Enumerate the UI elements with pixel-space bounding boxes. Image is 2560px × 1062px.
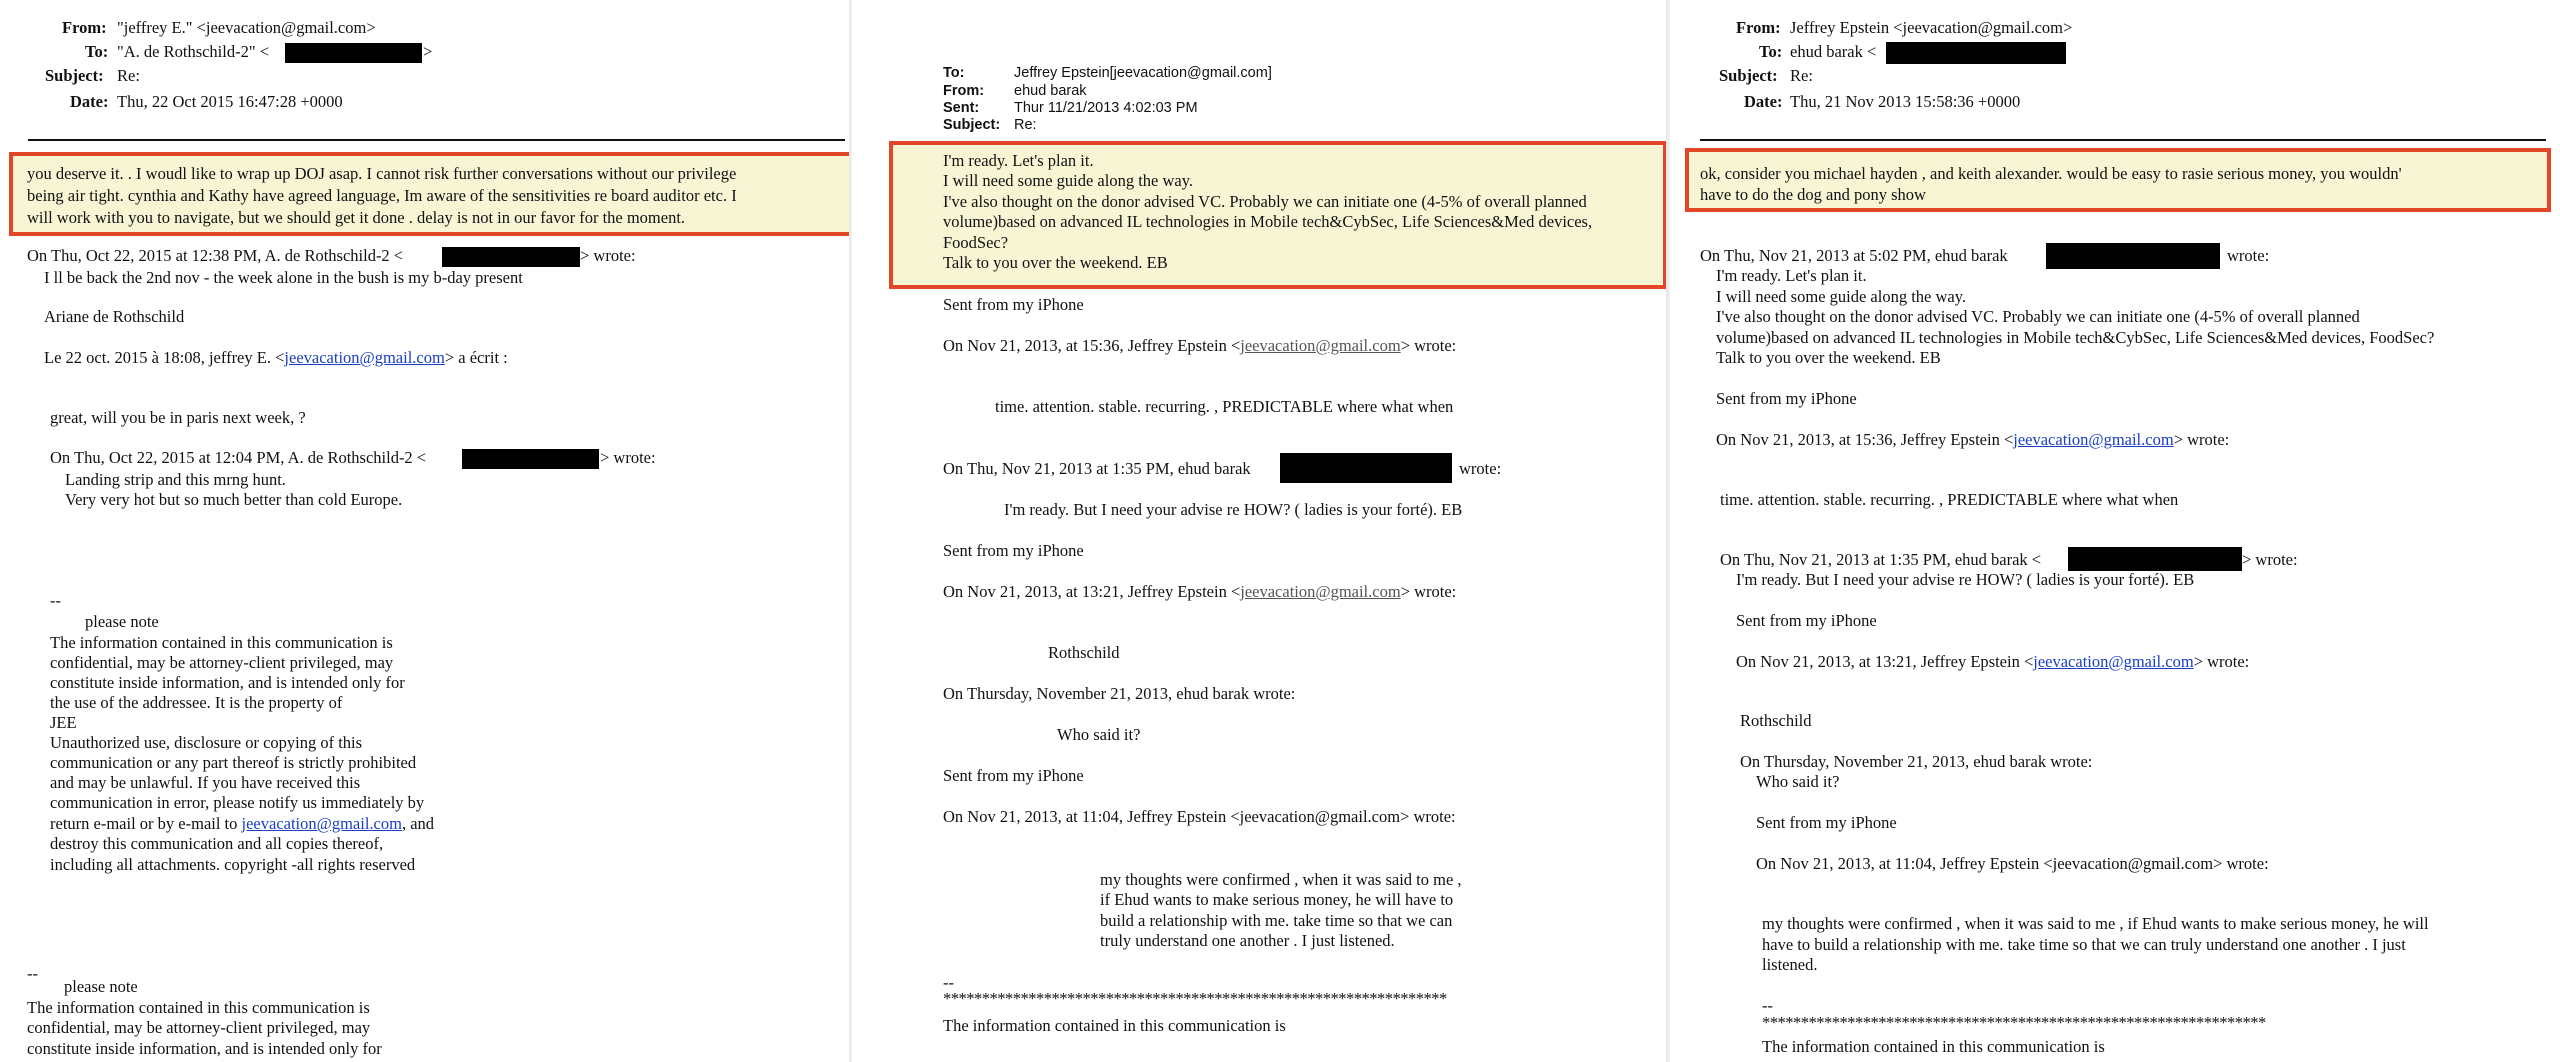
signoff: Ariane de Rothschild: [44, 307, 185, 326]
from-label: From:: [62, 18, 107, 37]
quote-body: Who said it?: [1756, 772, 1840, 791]
quote-header-suffix: > wrote:: [2242, 550, 2298, 569]
from-value: ehud barak: [1014, 83, 1087, 99]
redaction-block: [2068, 547, 2242, 571]
from-value: Jeffrey Epstein <jeevacation@gmail.com>: [1790, 18, 2073, 37]
quote-header: On Nov 21, 2013, at 13:21, Jeffrey Epstein <jeevacation@gmail.com> wrote:: [1736, 652, 2250, 671]
quote-body: time. attention. stable. recurring. , PREDICTABLE where what when: [1720, 490, 2179, 509]
quote-body: I will need some guide along the way.: [1716, 287, 1967, 306]
subject-label: Subject:: [45, 66, 104, 85]
highlight-line: being air tight. cynthia and Kathy have agreed language, Im aware of the sensitivities re board auditor etc. I: [27, 186, 737, 205]
from-value: "jeffrey E." <jeevacation@gmail.com>: [117, 18, 376, 37]
quote-header-suffix: > wrote:: [580, 246, 636, 265]
quote-body: Who said it?: [1057, 725, 1141, 744]
disclaimer-line: JEE: [50, 713, 77, 732]
signature-note: please note: [64, 977, 138, 996]
subject-label: Subject:: [943, 117, 1001, 133]
highlight-line: you deserve it. . I woudl like to wrap up DOJ asap. I cannot risk further conversations without our privilege: [27, 164, 737, 183]
highlight-line: I've also thought on the donor advised VC. Probably we can initiate one (4-5% of overall planned: [943, 192, 1587, 211]
redaction-block: [1886, 42, 2066, 64]
quote-header: On Nov 21, 2013, at 15:36, Jeffrey Epstein <jeevacation@gmail.com> wrote:: [943, 336, 1457, 355]
to-value: "A. de Rothschild-2" <: [117, 42, 270, 61]
quote-header: Le 22 oct. 2015 à 18:08, jeffrey E. <jeevacation@gmail.com> a écrit :: [44, 348, 508, 367]
quote-body: volume)based on advanced IL technologies in Mobile tech&CybSec, Life Sciences&Med devices, FoodSec?: [1716, 328, 2435, 347]
highlight-line: will work with you to navigate, but we should get it done . delay is not in our favor for the moment.: [27, 208, 686, 227]
sent-from-iphone: Sent from my iPhone: [943, 541, 1084, 560]
quote-body: I'm ready. But I need your advise re HOW? ( ladies is your forté). EB: [1736, 570, 2195, 589]
quote-body: if Ehud wants to make serious money, he will have to: [1100, 890, 1454, 909]
quote-body: listened.: [1762, 955, 1818, 974]
disclaimer-line: destroy this communication and all copies thereof,: [50, 834, 384, 853]
disclaimer-line: constitute inside information, and is intended only for: [27, 1039, 382, 1058]
quote-header: On Thursday, November 21, 2013, ehud barak wrote:: [1740, 752, 2093, 771]
email-panel-left: [0, 0, 852, 1062]
email-link[interactable]: jeevacation@gmail.com: [2013, 430, 2174, 449]
quote-body: great, will you be in paris next week, ?: [50, 408, 306, 427]
highlight-line: volume)based on advanced IL technologies in Mobile tech&CybSec, Life Sciences&Med devices,: [943, 212, 1593, 231]
quote-header: On Thursday, November 21, 2013, ehud barak wrote:: [943, 684, 1296, 703]
from-label: From:: [943, 83, 985, 99]
stars-separator: *****************************************************************: [943, 989, 1447, 1008]
subject-value: Re:: [1790, 66, 1813, 85]
highlight-line: I'm ready. Let's plan it.: [943, 151, 1094, 170]
disclaimer-line: The information contained in this communication is: [50, 633, 393, 652]
quote-body: I've also thought on the donor advised VC. Probably we can initiate one (4-5% of overall planned: [1716, 307, 2360, 326]
quote-header: On Nov 21, 2013, at 11:04, Jeffrey Epstein <jeevacation@gmail.com> wrote:: [1756, 854, 2269, 873]
to-label: To:: [1759, 42, 1783, 61]
disclaimer-line: including all attachments. copyright -all rights reserved: [50, 855, 416, 874]
quote-body: Rothschild: [1740, 711, 1812, 730]
quote-body: my thoughts were confirmed , when it was said to me , if Ehud wants to make serious money, he will: [1762, 914, 2429, 933]
header-divider: [28, 139, 845, 141]
quote-header: On Nov 21, 2013, at 11:04, Jeffrey Epstein <jeevacation@gmail.com> wrote:: [943, 807, 1456, 826]
quote-header: On Thu, Nov 21, 2013 at 1:35 PM, ehud barak: [943, 459, 1251, 478]
email-link[interactable]: jeevacation@gmail.com: [2033, 652, 2194, 671]
quote-body: Talk to you over the weekend. EB: [1716, 348, 1941, 367]
signature-dash: --: [1762, 996, 1773, 1015]
email-panel-middle: [852, 0, 1670, 1062]
quote-body: Very very hot but so much better than cold Europe.: [65, 490, 403, 509]
to-value: ehud barak <: [1790, 42, 1877, 61]
quote-header: On Thu, Oct 22, 2015 at 12:04 PM, A. de Rothschild-2 <: [50, 448, 427, 467]
signature-dash: --: [943, 973, 954, 992]
disclaimer-line: The information contained in this communication is: [943, 1016, 1286, 1035]
sent-label: Sent:: [943, 100, 980, 116]
disclaimer-line: constitute inside information, and is intended only for: [50, 673, 405, 692]
quote-header: On Thu, Nov 21, 2013 at 1:35 PM, ehud barak <: [1720, 550, 2042, 569]
subject-value: Re:: [117, 66, 140, 85]
header-divider: [1700, 139, 2546, 141]
quote-header-suffix: wrote:: [1459, 459, 1502, 478]
redaction-block: [442, 247, 580, 267]
disclaimer-line: The information contained in this communication is: [1762, 1037, 2105, 1056]
quote-body: have to build a relationship with me. take time so that we can truly understand one another . I just: [1762, 935, 2406, 954]
email-link[interactable]: jeevacation@gmail.com: [1240, 336, 1401, 355]
highlight-line: ok, consider you michael hayden , and keith alexander. would be easy to rasie serious money, you wouldn': [1700, 164, 2402, 183]
quote-body: truly understand one another . I just listened.: [1100, 931, 1395, 950]
from-label: From:: [1736, 18, 1781, 37]
quote-header: On Nov 21, 2013, at 15:36, Jeffrey Epstein <jeevacation@gmail.com> wrote:: [1716, 430, 2230, 449]
sent-from-iphone: Sent from my iPhone: [943, 295, 1084, 314]
date-label: Date:: [1744, 92, 1783, 111]
redaction-block: [285, 43, 422, 63]
disclaimer-line: confidential, may be attorney-client privileged, may: [50, 653, 394, 672]
quote-header: On Nov 21, 2013, at 13:21, Jeffrey Epstein <jeevacation@gmail.com> wrote:: [943, 582, 1457, 601]
quote-body: Landing strip and this mrng hunt.: [65, 470, 286, 489]
highlight-line: have to do the dog and pony show: [1700, 185, 1926, 204]
disclaimer-line: return e-mail or by e-mail to jeevacation@gmail.com, and: [50, 814, 435, 833]
quote-body: I'm ready. But I need your advise re HOW? ( ladies is your forté). EB: [1004, 500, 1463, 519]
subject-label: Subject:: [1719, 66, 1778, 85]
sent-from-iphone: Sent from my iPhone: [1736, 611, 1877, 630]
email-link[interactable]: jeevacation@gmail.com: [1240, 582, 1401, 601]
redaction-block: [462, 449, 599, 469]
signature-dash: --: [27, 964, 38, 983]
disclaimer-line: communication or any part thereof is strictly prohibited: [50, 753, 417, 772]
sent-from-iphone: Sent from my iPhone: [1756, 813, 1897, 832]
sent-value: Thur 11/21/2013 4:02:03 PM: [1014, 100, 1198, 116]
date-label: Date:: [70, 92, 109, 111]
redaction-block: [1280, 453, 1452, 483]
stars-separator: *****************************************************************: [1762, 1013, 2266, 1032]
quote-body: I'm ready. Let's plan it.: [1716, 266, 1867, 285]
highlight-line: Talk to you over the weekend. EB: [943, 253, 1168, 272]
quote-header-suffix: wrote:: [2227, 246, 2270, 265]
disclaimer-line: The information contained in this communication is: [27, 998, 370, 1017]
quote-body: time. attention. stable. recurring. , PREDICTABLE where what when: [995, 397, 1454, 416]
quote-body: build a relationship with me. take time so that we can: [1100, 911, 1453, 930]
sent-from-iphone: Sent from my iPhone: [1716, 389, 1857, 408]
quote-body: my thoughts were confirmed , when it was said to me ,: [1100, 870, 1462, 889]
to-label: To:: [85, 42, 109, 61]
to-label: To:: [943, 65, 965, 81]
to-close: >: [423, 42, 433, 61]
quote-header: On Thu, Oct 22, 2015 at 12:38 PM, A. de Rothschild-2 <: [27, 246, 404, 265]
disclaimer-line: communication in error, please notify us immediately by: [50, 793, 425, 812]
redaction-block: [2046, 243, 2220, 269]
disclaimer-line: the use of the addressee. It is the property of: [50, 693, 343, 712]
subject-value: Re:: [1014, 117, 1037, 133]
quote-body: I ll be back the 2nd nov - the week alone in the bush is my b-day present: [44, 268, 523, 287]
email-link[interactable]: jeevacation@gmail.com: [284, 348, 445, 367]
signature-dash: --: [50, 591, 61, 610]
quote-body: Rothschild: [1048, 643, 1120, 662]
to-value: Jeffrey Epstein[jeevacation@gmail.com]: [1014, 65, 1272, 81]
highlight-line: FoodSec?: [943, 233, 1009, 252]
date-value: Thu, 21 Nov 2013 15:58:36 +0000: [1790, 92, 2021, 111]
date-value: Thu, 22 Oct 2015 16:47:28 +0000: [117, 92, 343, 111]
disclaimer-line: and may be unlawful. If you have received this: [50, 773, 361, 792]
email-panel-right: [1670, 0, 2560, 1062]
disclaimer-line: confidential, may be attorney-client privileged, may: [27, 1018, 371, 1037]
disclaimer-line: Unauthorized use, disclosure or copying of this: [50, 733, 363, 752]
signature-note: please note: [85, 612, 159, 631]
email-link[interactable]: jeevacation@gmail.com: [241, 814, 402, 833]
quote-header: On Thu, Nov 21, 2013 at 5:02 PM, ehud barak: [1700, 246, 2008, 265]
sent-from-iphone: Sent from my iPhone: [943, 766, 1084, 785]
quote-header-suffix: > wrote:: [600, 448, 656, 467]
highlight-line: I will need some guide along the way.: [943, 171, 1194, 190]
